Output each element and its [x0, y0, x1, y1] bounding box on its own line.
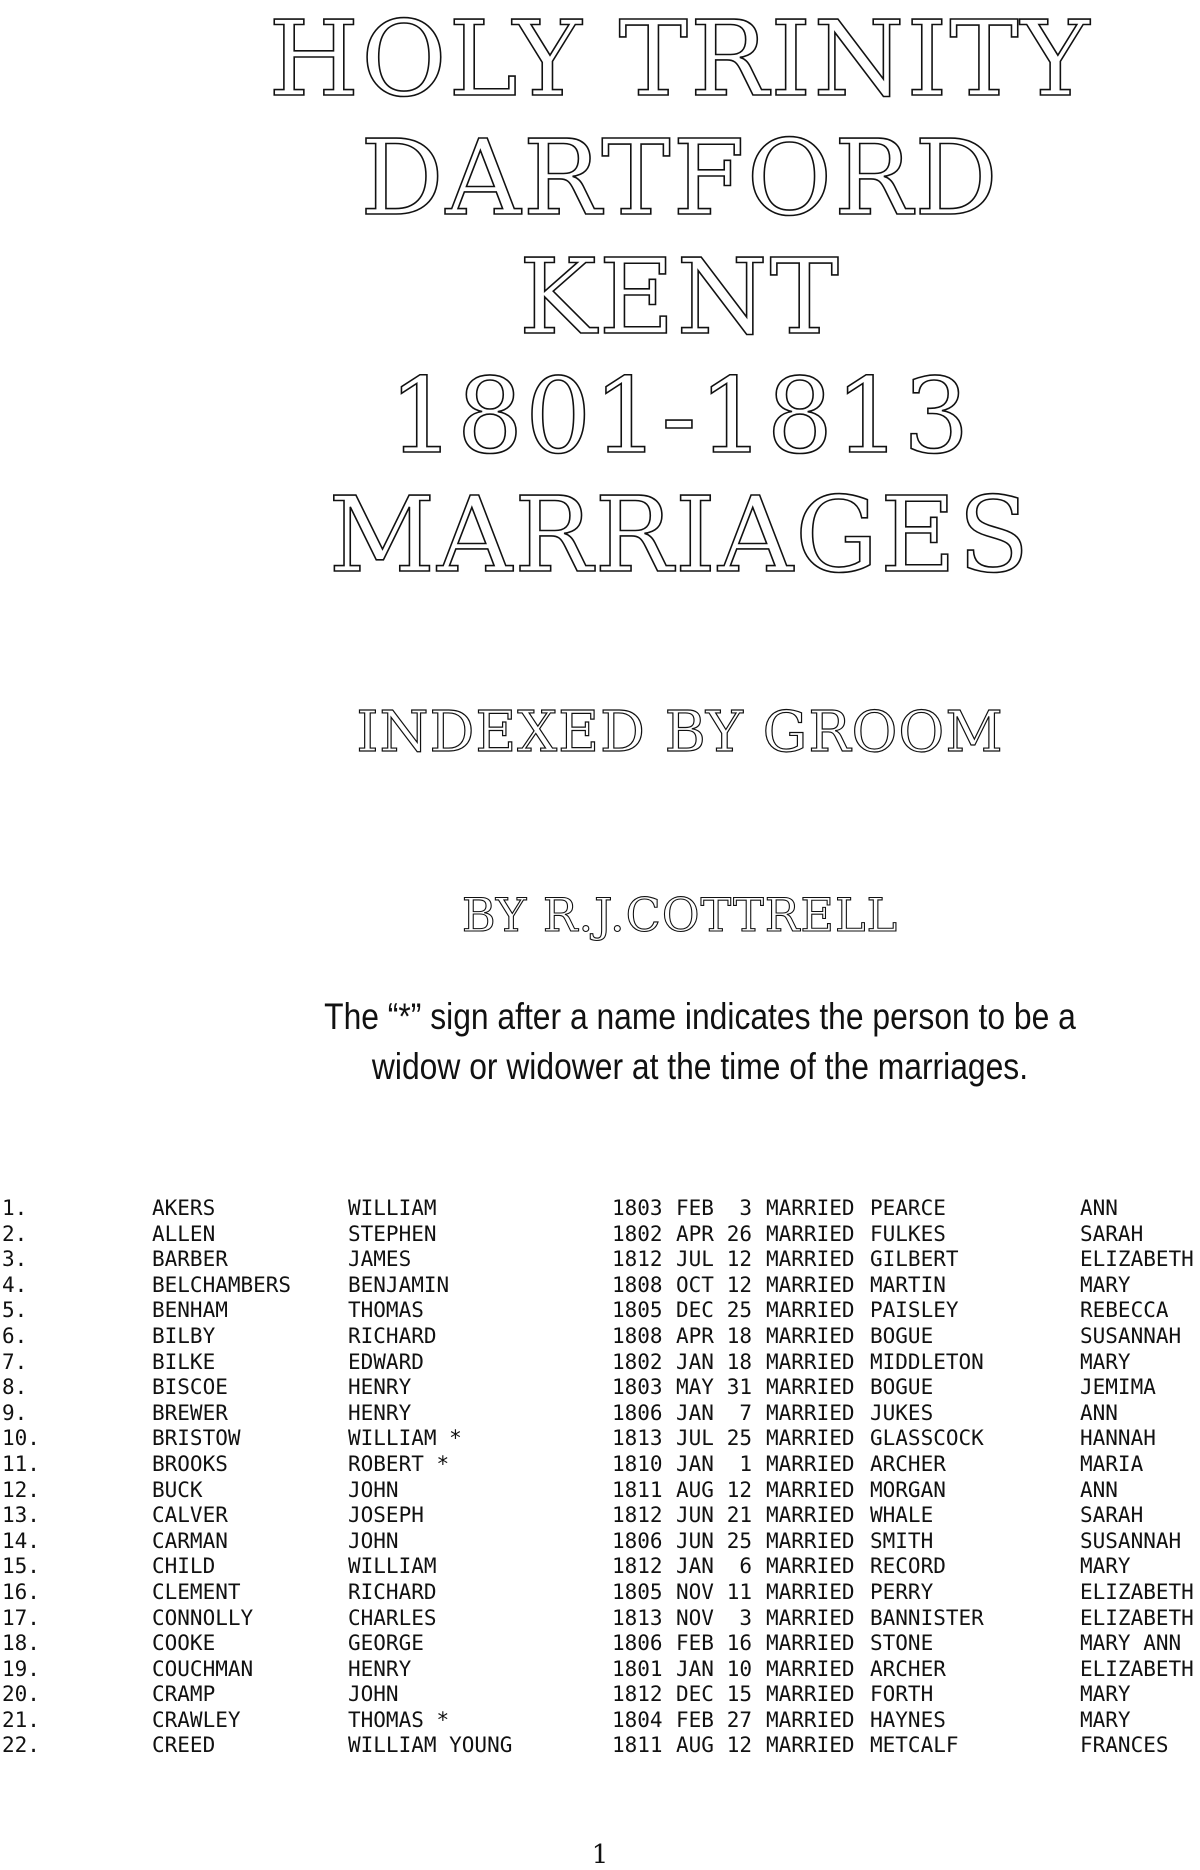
marriage-month: JUN [676, 1528, 714, 1553]
entry-number: 6. [2, 1323, 28, 1348]
entry-number: 4. [2, 1272, 28, 1297]
marriage-year: 1813 [612, 1605, 663, 1630]
entry-number: 22. [2, 1733, 40, 1758]
bride-forename: ELIZABETH [1080, 1656, 1194, 1681]
bride-surname: FORTH [870, 1682, 934, 1707]
marriage-month: DEC [676, 1298, 714, 1323]
married-label: MARRIED [766, 1298, 855, 1323]
marriage-day: 10 [726, 1656, 752, 1681]
married-label: MARRIED [766, 1528, 855, 1553]
marriage-day: 12 [726, 1272, 752, 1297]
entry-number: 16. [2, 1579, 40, 1604]
married-label: MARRIED [766, 1707, 855, 1732]
bride-surname: MIDDLETON [870, 1349, 984, 1374]
marriage-year: 1804 [612, 1707, 663, 1732]
groom-surname: BISCOE [152, 1375, 228, 1400]
marriage-year: 1808 [612, 1323, 663, 1348]
bride-surname: FULKES [870, 1221, 946, 1246]
groom-surname: BENHAM [152, 1298, 228, 1323]
groom-surname: CONNOLLY [152, 1605, 254, 1630]
document-subtitle: INDEXED BY GROOM [356, 700, 1004, 765]
groom-forename: EDWARD [348, 1349, 424, 1374]
groom-forename: BENJAMIN [348, 1272, 450, 1297]
bride-surname: HAYNES [870, 1707, 946, 1732]
bride-forename: MARY [1080, 1349, 1131, 1374]
bride-forename: HANNAH [1080, 1426, 1156, 1451]
groom-surname: COUCHMAN [152, 1656, 254, 1681]
married-label: MARRIED [766, 1375, 855, 1400]
groom-surname: BREWER [152, 1400, 228, 1425]
index-row [0, 1708, 1200, 1734]
groom-surname: BARBER [152, 1247, 228, 1272]
index-row [0, 1375, 1200, 1401]
marriage-month: MAY [676, 1375, 714, 1400]
marriage-year: 1813 [612, 1426, 663, 1451]
married-label: MARRIED [766, 1631, 855, 1656]
title-line-years: 1801-1813 [388, 355, 972, 477]
bride-forename: MARY [1080, 1272, 1131, 1297]
bride-forename: REBECCA [1080, 1298, 1169, 1323]
groom-forename: JOHN [348, 1477, 399, 1502]
bride-surname: BANNISTER [870, 1605, 984, 1630]
index-row [0, 1452, 1200, 1478]
bride-surname: SMITH [870, 1528, 934, 1553]
groom-forename: JOHN [348, 1528, 399, 1553]
groom-forename: CHARLES [348, 1605, 437, 1630]
married-label: MARRIED [766, 1733, 855, 1758]
page-number: 1 [591, 1840, 609, 1870]
marriage-index-table [0, 1196, 1200, 1759]
marriage-month: DEC [676, 1682, 714, 1707]
groom-surname: CARMAN [152, 1528, 228, 1553]
bride-forename: ANN [1080, 1477, 1118, 1502]
entry-number: 17. [2, 1605, 40, 1630]
index-row [0, 1273, 1200, 1299]
marriage-day: 26 [726, 1221, 752, 1246]
bride-surname: METCALF [870, 1733, 959, 1758]
marriage-month: APR [676, 1323, 714, 1348]
married-label: MARRIED [766, 1554, 855, 1579]
marriage-year: 1805 [612, 1298, 663, 1323]
groom-forename: THOMAS * [348, 1707, 450, 1732]
marriage-day: 16 [726, 1631, 752, 1656]
marriage-day: 1 [739, 1451, 752, 1476]
married-label: MARRIED [766, 1503, 855, 1528]
marriage-day: 15 [726, 1682, 752, 1707]
index-row [0, 1529, 1200, 1555]
marriage-year: 1805 [612, 1579, 663, 1604]
groom-forename: WILLIAM [348, 1554, 437, 1579]
index-row [0, 1606, 1200, 1632]
index-row [0, 1682, 1200, 1708]
entry-number: 15. [2, 1554, 40, 1579]
bride-surname: JUKES [870, 1400, 934, 1425]
marriage-day: 11 [726, 1579, 752, 1604]
bride-forename: MARY [1080, 1707, 1131, 1732]
title-line-church: HOLY TRINITY [268, 0, 1092, 120]
bride-forename: JEMIMA [1080, 1375, 1156, 1400]
entry-number: 11. [2, 1451, 40, 1476]
entry-number: 18. [2, 1631, 40, 1656]
document-author: BY R.J.COTTRELL [461, 888, 899, 942]
marriage-month: NOV [676, 1605, 714, 1630]
married-label: MARRIED [766, 1323, 855, 1348]
widow-note-line-1: The “*” sign after a name indicates the person to be a [324, 996, 1076, 1037]
bride-forename: MARY ANN [1080, 1631, 1182, 1656]
marriage-year: 1803 [612, 1196, 663, 1220]
groom-forename: HENRY [348, 1400, 412, 1425]
bride-surname: MARTIN [870, 1272, 946, 1297]
groom-surname: BILKE [152, 1349, 216, 1374]
bride-surname: PAISLEY [870, 1298, 959, 1323]
index-row [0, 1503, 1200, 1529]
index-row [0, 1401, 1200, 1427]
groom-surname: CLEMENT [152, 1579, 241, 1604]
married-label: MARRIED [766, 1400, 855, 1425]
bride-forename: MARIA [1080, 1451, 1144, 1476]
marriage-year: 1812 [612, 1682, 663, 1707]
groom-forename: HENRY [348, 1656, 412, 1681]
groom-forename: JOSEPH [348, 1503, 424, 1528]
marriage-year: 1812 [612, 1503, 663, 1528]
marriage-month: JAN [676, 1656, 714, 1681]
marriage-year: 1802 [612, 1349, 663, 1374]
married-label: MARRIED [766, 1477, 855, 1502]
bride-surname: WHALE [870, 1503, 934, 1528]
groom-surname: BROOKS [152, 1451, 228, 1476]
entry-number: 9. [2, 1400, 28, 1425]
bride-forename: SUSANNAH [1080, 1323, 1182, 1348]
index-row [0, 1247, 1200, 1273]
bride-surname: ARCHER [870, 1451, 946, 1476]
marriage-month: JUL [676, 1247, 714, 1272]
bride-surname: RECORD [870, 1554, 946, 1579]
bride-forename: SARAH [1080, 1221, 1144, 1246]
index-row [0, 1426, 1200, 1452]
groom-forename: WILLIAM YOUNG [348, 1733, 513, 1758]
marriage-day: 18 [726, 1349, 752, 1374]
marriage-month: JAN [676, 1451, 714, 1476]
widow-note [322, 992, 1079, 1092]
marriage-day: 12 [726, 1733, 752, 1758]
entry-number: 1. [2, 1196, 28, 1220]
title-line-record-type: MARRIAGES [328, 474, 1032, 596]
index-row [0, 1733, 1200, 1759]
marriage-month: JUL [676, 1426, 714, 1451]
bride-surname: PEARCE [870, 1196, 946, 1220]
marriage-month: FEB [676, 1631, 714, 1656]
index-row [0, 1222, 1200, 1248]
bride-forename: ANN [1080, 1196, 1118, 1220]
married-label: MARRIED [766, 1605, 855, 1630]
groom-surname: BRISTOW [152, 1426, 241, 1451]
bride-forename: SARAH [1080, 1503, 1144, 1528]
bride-forename: SUSANNAH [1080, 1528, 1182, 1553]
marriage-day: 7 [739, 1400, 752, 1425]
groom-surname: BUCK [152, 1477, 203, 1502]
entry-number: 10. [2, 1426, 40, 1451]
married-label: MARRIED [766, 1221, 855, 1246]
groom-forename: RICHARD [348, 1579, 437, 1604]
marriage-year: 1801 [612, 1656, 663, 1681]
bride-forename: ELIZABETH [1080, 1247, 1194, 1272]
groom-surname: AKERS [152, 1196, 216, 1220]
groom-forename: STEPHEN [348, 1221, 437, 1246]
groom-surname: BILBY [152, 1323, 216, 1348]
married-label: MARRIED [766, 1451, 855, 1476]
document-title [240, 0, 1120, 595]
entry-number: 3. [2, 1247, 28, 1272]
marriage-year: 1808 [612, 1272, 663, 1297]
groom-forename: JOHN [348, 1682, 399, 1707]
groom-forename: GEORGE [348, 1631, 424, 1656]
marriage-month: JAN [676, 1554, 714, 1579]
bride-surname: BOGUE [870, 1375, 934, 1400]
marriage-day: 3 [739, 1196, 752, 1220]
groom-forename: ROBERT * [348, 1451, 450, 1476]
groom-surname: COOKE [152, 1631, 216, 1656]
bride-surname: GILBERT [870, 1247, 959, 1272]
groom-forename: THOMAS [348, 1298, 424, 1323]
index-row [0, 1657, 1200, 1683]
marriage-year: 1812 [612, 1554, 663, 1579]
title-line-town: DARTFORD [360, 117, 1000, 239]
index-row [0, 1298, 1200, 1324]
groom-surname: CRAMP [152, 1682, 216, 1707]
marriage-day: 27 [726, 1707, 752, 1732]
bride-forename: MARY [1080, 1682, 1131, 1707]
marriage-day: 21 [726, 1503, 752, 1528]
marriage-month: JAN [676, 1400, 714, 1425]
marriage-month: FEB [676, 1196, 714, 1220]
groom-forename: WILLIAM * [348, 1426, 462, 1451]
marriage-day: 18 [726, 1323, 752, 1348]
marriage-day: 12 [726, 1247, 752, 1272]
marriage-month: JUN [676, 1503, 714, 1528]
groom-surname: CRAWLEY [152, 1707, 241, 1732]
married-label: MARRIED [766, 1579, 855, 1604]
bride-forename: ELIZABETH [1080, 1605, 1194, 1630]
marriage-year: 1810 [612, 1451, 663, 1476]
entry-number: 21. [2, 1707, 40, 1732]
index-row [0, 1350, 1200, 1376]
entry-number: 5. [2, 1298, 28, 1323]
bride-forename: MARY [1080, 1554, 1131, 1579]
marriage-year: 1802 [612, 1221, 663, 1246]
marriage-day: 25 [726, 1528, 752, 1553]
marriage-month: JAN [676, 1349, 714, 1374]
groom-surname: CHILD [152, 1554, 216, 1579]
groom-forename: RICHARD [348, 1323, 437, 1348]
groom-surname: ALLEN [152, 1221, 216, 1246]
bride-forename: ELIZABETH [1080, 1579, 1194, 1604]
marriage-month: NOV [676, 1579, 714, 1604]
marriage-month: AUG [676, 1733, 714, 1758]
entry-number: 20. [2, 1682, 40, 1707]
marriage-year: 1811 [612, 1477, 663, 1502]
married-label: MARRIED [766, 1196, 855, 1220]
entry-number: 7. [2, 1349, 28, 1374]
groom-forename: JAMES [348, 1247, 412, 1272]
index-row [0, 1631, 1200, 1657]
groom-surname: CREED [152, 1733, 216, 1758]
entry-number: 8. [2, 1375, 28, 1400]
groom-surname: CALVER [152, 1503, 228, 1528]
index-row [0, 1554, 1200, 1580]
index-row [0, 1580, 1200, 1606]
title-line-county: KENT [519, 236, 841, 358]
married-label: MARRIED [766, 1349, 855, 1374]
marriage-month: FEB [676, 1707, 714, 1732]
index-row [0, 1196, 1200, 1222]
entry-number: 13. [2, 1503, 40, 1528]
married-label: MARRIED [766, 1426, 855, 1451]
bride-surname: GLASSCOCK [870, 1426, 984, 1451]
widow-note-line-2: widow or widower at the time of the marriages. [371, 1046, 1029, 1087]
bride-surname: PERRY [870, 1579, 934, 1604]
marriage-month: AUG [676, 1477, 714, 1502]
marriage-year: 1806 [612, 1631, 663, 1656]
marriage-month: OCT [676, 1272, 714, 1297]
groom-forename: WILLIAM [348, 1196, 437, 1220]
marriage-day: 12 [726, 1477, 752, 1502]
married-label: MARRIED [766, 1247, 855, 1272]
groom-forename: HENRY [348, 1375, 412, 1400]
groom-surname: BELCHAMBERS [152, 1272, 292, 1297]
marriage-year: 1806 [612, 1528, 663, 1553]
entry-number: 19. [2, 1656, 40, 1681]
married-label: MARRIED [766, 1656, 855, 1681]
bride-surname: ARCHER [870, 1656, 946, 1681]
marriage-day: 6 [739, 1554, 752, 1579]
bride-forename: ANN [1080, 1400, 1118, 1425]
entry-number: 2. [2, 1221, 28, 1246]
marriage-year: 1811 [612, 1733, 663, 1758]
marriage-day: 25 [726, 1426, 752, 1451]
married-label: MARRIED [766, 1682, 855, 1707]
entry-number: 12. [2, 1477, 40, 1502]
marriage-day: 31 [726, 1375, 752, 1400]
bride-surname: MORGAN [870, 1477, 946, 1502]
marriage-year: 1803 [612, 1375, 663, 1400]
index-row [0, 1478, 1200, 1504]
marriage-month: APR [676, 1221, 714, 1246]
bride-surname: STONE [870, 1631, 934, 1656]
bride-forename: FRANCES [1080, 1733, 1169, 1758]
bride-surname: BOGUE [870, 1323, 934, 1348]
index-row [0, 1324, 1200, 1350]
marriage-day: 3 [739, 1605, 752, 1630]
marriage-year: 1812 [612, 1247, 663, 1272]
married-label: MARRIED [766, 1272, 855, 1297]
marriage-day: 25 [726, 1298, 752, 1323]
marriage-year: 1806 [612, 1400, 663, 1425]
entry-number: 14. [2, 1528, 40, 1553]
